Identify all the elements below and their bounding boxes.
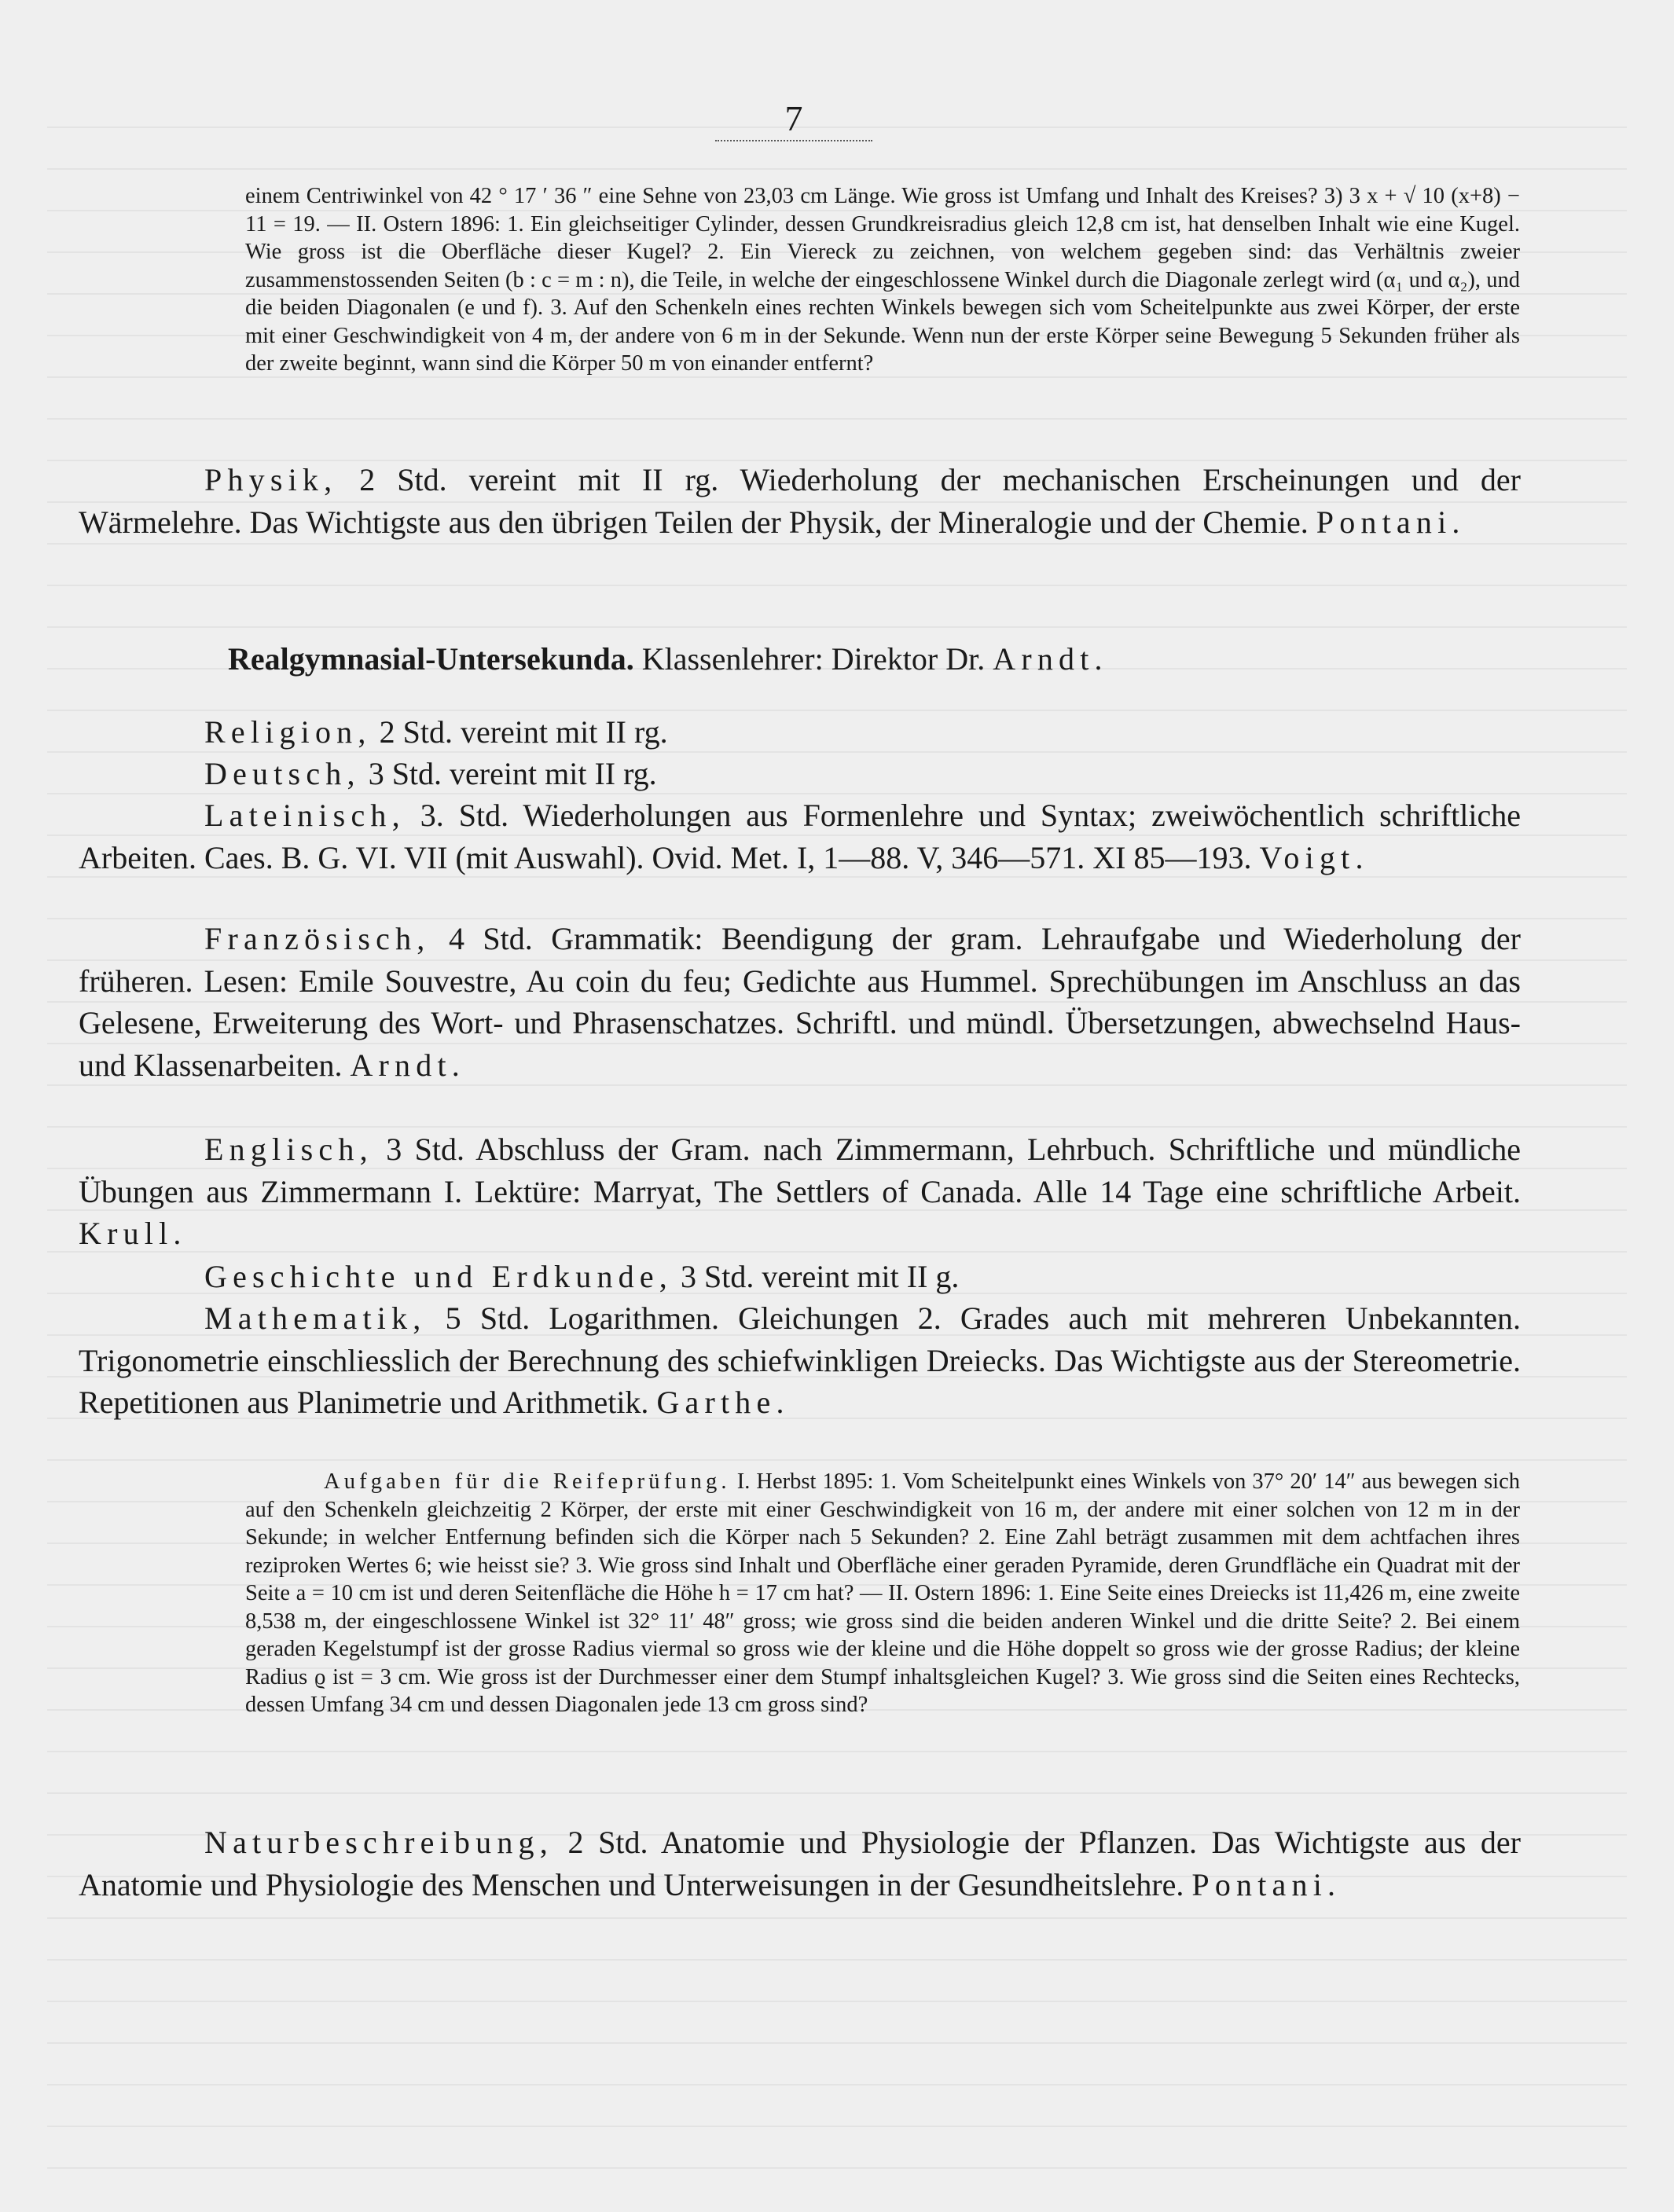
franzoesisch-subject: Französisch, — [204, 921, 431, 956]
religion-subject: Religion, — [204, 714, 372, 750]
mathematik-paragraph — [79, 1297, 1521, 1424]
mathematik-text: 5 Std. Logarithmen. Gleichungen 2. Grades auch mit mehreren Unbekannten. Trigonometrie einschliesslich der Berechnung des schiefwinkligen Dreiecks. Das Wichtigste aus der Stereometrie. Repetitionen aus Planimetrie und Arithmetik. — [79, 1300, 1521, 1420]
aufgaben-text: I. Herbst 1895: 1. Vom Scheitelpunkt eines Winkels von 37° 20′ 14″ aus bewegen sich auf den Schenkeln gleichzeitig 2 Körper, der erste mit einer Geschwindigkeit von 16 m, der andere mit einer solchen von 12 m in der Sekunde; in welcher Entfernung befinden sich die Körper nach 5 Sekunden? 2. Eine Zahl beträgt zusammen mit dem achtfachen ihres reziproken Wertes 6; wie heisst sie? 3. Wie gross sind Inhalt und Oberfläche einer geraden Pyramide, deren Grundfläche ein Quadrat mit der Seite a = 10 cm ist und deren Seitenfläche die Höhe h = 17 cm hat? — II. Ostern 1896: 1. Eine Seite eines Dreiecks ist 11,426 m, eine zweite 8,538 m, der eingeschlossene Winkel ist 32° 11′ 48″ gross; wie gross sind die beiden anderen Winkel und die dritte Seite? 2. Bei einem geraden Kegelstumpf ist der grosse Radius viermal so gross wie der kleine und die Höhe doppelt so gross wie der grosse Radius; der kleine Radius ϱ ist = 3 cm. Wie gross ist der Durchmesser einer dem Stumpf inhaltsgleichen Kugel? 3. Wie gross sind die Seiten eines Rechtecks, dessen Umfang 34 cm und dessen Diagonalen jede 13 cm gross sind? — [245, 1469, 1520, 1717]
latein-paragraph — [79, 794, 1521, 879]
math-exercises-continuation: einem Centriwinkel von 42 ° 17 ′ 36 ″ eine Sehne von 23,03 cm Länge. Wie gross ist Umfang und Inhalt des Kreises? 3) 3 x + √ 10 (x+8) − 11 = 19. — II. Ostern 1896: 1. Ein gleichseitiger Cylinder, dessen Grundkreisradius gleich 12,8 cm ist, hat denselben Inhalt wie eine Kugel. Wie gross ist die Oberfläche dieser Kugel? 2. Ein Viereck zu zeichnen, von welchem gegeben sind: das Verhältnis zweier zusammenstossenden Seiten (b : c = m : n), die Teile, in welche der eingeschlossene Winkel durch die Diagonale zerlegt wird (α₁ und α₂), und die beiden Diagonalen (e und f). 3. Auf den Schenkeln eines rechten Winkels bewegen sich vom Scheitelpunkte aus zwei Körper, der erste mit einer Geschwindigkeit von 4 m, der andere von 6 m in der Sekunde. Wenn nun der erste Körper seine Bewegung 5 Sekunden früher als der zweite beginnt, wann sind die Körper 50 m von einander entfernt? — [245, 184, 1520, 376]
franzoesisch-teacher: Arndt. — [350, 1047, 465, 1083]
englisch-paragraph — [79, 1128, 1521, 1255]
reifepruefung-aufgaben — [245, 1468, 1520, 1719]
page-number: 7 — [784, 98, 803, 138]
physik-text: 2 Std. vereint mit II rg. Wiederholung der mechanischen Erscheinungen und der Wärmelehre. Das Wichtigste aus den übrigen Teilen der Physik, der Mineralogie und der Chemie. — [79, 462, 1521, 540]
naturbeschreibung-teacher: Pontani. — [1191, 1866, 1342, 1902]
physik-teacher: Pontani. — [1316, 504, 1466, 540]
naturbeschreibung-paragraph — [79, 1821, 1521, 1906]
religion-text: 2 Std. vereint mit II rg. — [371, 714, 668, 750]
latein-teacher: Voigt. — [1259, 839, 1369, 875]
class-teacher-label: Klassenlehrer: Direktor Dr. — [633, 641, 993, 677]
latein-text: 3. Std. Wiederholungen aus Formenlehre und Syntax; zweiwöchentlich schriftliche Arbeiten. Caes. B. G. VI. VII (mit Auswahl). Ovid. Met. I, 1—88. V, 346—571. XI 85—193. — [79, 798, 1521, 875]
page-number-ornament — [715, 140, 872, 141]
deutsch-subject: Deutsch, — [204, 756, 361, 791]
religion-paragraph — [79, 711, 1521, 754]
franzoesisch-text: 4 Std. Grammatik: Beendigung der gram. Lehraufgabe und Wiederholung der früheren. Lesen: Emile Souvestre, Au coin du feu; Gedichte aus Hummel. Sprechübungen im Anschluss an das Gelesene, Erweiterung des Wort- und Phrasenschatzes. Schriftl. und mündl. Übersetzungen, abwechselnd Haus- und Klassenarbeiten. — [79, 921, 1521, 1083]
physik-subject: Physik, — [204, 462, 338, 497]
franzoesisch-paragraph — [79, 918, 1521, 1086]
mathematik-teacher: Garthe. — [656, 1385, 790, 1420]
englisch-text: 3 Std. Abschluss der Gram. nach Zimmermann, Lehrbuch. Schriftliche und mündliche Übungen aus Zimmermann I. Lektüre: Marryat, The Settlers of Canada. Alle 14 Tage eine schriftliche Arbeit. — [79, 1132, 1521, 1209]
class-teacher-name: Arndt. — [993, 641, 1108, 677]
geschichte-paragraph — [79, 1256, 1521, 1298]
deutsch-text: 3 Std. vereint mit II rg. — [360, 756, 657, 791]
aufgaben-label: Aufgaben für die Reifeprüfung. — [324, 1469, 731, 1494]
geschichte-text: 3 Std. vereint mit II g. — [673, 1259, 960, 1294]
deutsch-paragraph — [79, 753, 1521, 795]
physik-paragraph — [79, 459, 1521, 543]
geschichte-subject: Geschichte und Erdkunde, — [204, 1259, 674, 1294]
class-name: Realgymnasial-Untersekunda. — [228, 641, 634, 677]
naturbeschreibung-subject: Naturbeschreibung, — [204, 1825, 553, 1860]
englisch-subject: Englisch, — [204, 1132, 373, 1167]
naturbeschreibung-text: 2 Std. Anatomie und Physiologie der Pflanzen. Das Wichtigste aus der Anatomie und Physiologie des Menschen und Unterweisungen in der Gesundheitslehre. — [79, 1825, 1521, 1902]
mathematik-subject: Mathematik, — [204, 1300, 427, 1336]
latein-subject: Lateinisch, — [204, 798, 406, 833]
englisch-teacher: Krull. — [79, 1216, 187, 1251]
class-heading — [228, 638, 1517, 680]
